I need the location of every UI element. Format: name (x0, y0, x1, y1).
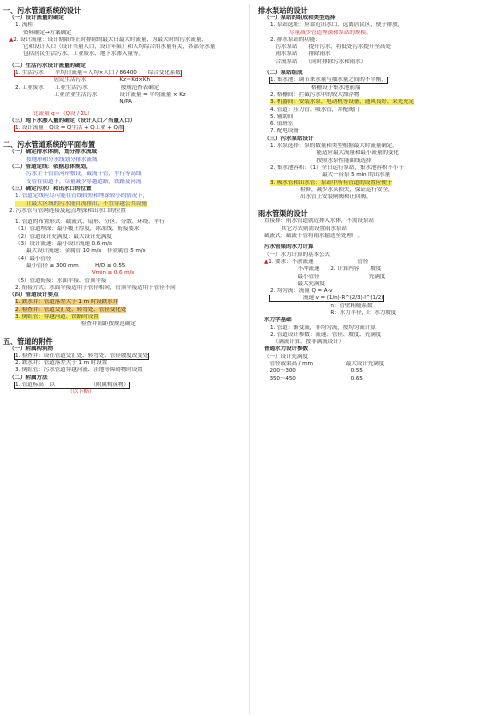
right-line-45: 管径或渠高 / mm 最大设计充满度 (264, 361, 385, 368)
left-line-26: （1）管道埋深：最小覆土厚度，冰冻线，衔接要求 (15, 226, 140, 233)
right-line-06: 雨水泵站 排除雨水 (270, 51, 331, 58)
left-line-14: （三）地下水渗入量的确定（设计人口／当量人口） (9, 117, 136, 124)
right-line-19: 能适应最大流量和最小流量的变化 (278, 150, 399, 157)
right-line-18: 1. 水泵选择：泵的数量和类型根据最大时流量确定， (270, 143, 398, 150)
left-line-30: （4）最小管径 (15, 255, 52, 262)
left-line-31: 最小管径 ≥ 300 mm H/D ≤ 0.55 (15, 262, 126, 269)
right-line-17: （三）污水泵站设计 (264, 135, 314, 142)
left-section-5: 五、管道的附件 (3, 336, 53, 346)
left-line-44: （二）附属方法 (9, 374, 48, 381)
left-line-39: 检查井间距按规范确定 (15, 321, 136, 328)
right-line-36 (258, 295, 496, 302)
right-title: 排水泵站的设计 (258, 6, 308, 15)
left-line-25: 1. 管道的布置形式：截流式、扇形、分区、分散、环绕、平行 (15, 219, 165, 226)
right-line-47: 350～450 0.65 (264, 375, 363, 382)
right-line-42: （满流计算，按非满流设计） (270, 339, 345, 346)
right-line-15: 6. 值班室 (270, 121, 294, 128)
right-line-37: n：管壁粗糙系数 (270, 302, 373, 309)
right-line-35: 2. 均匀流：流量 Q = A·v (270, 288, 333, 295)
left-line-46: （以下略） (15, 389, 95, 396)
right-line-31 (258, 259, 496, 266)
left-line-04-text: 2. 设计流量：设计期限终止时排除的最大日最大时流量，为最大时的污水流量， (13, 36, 207, 43)
right-line-25: 出水管上安装闸阀和止回阀。 (278, 194, 372, 201)
red-triangle-icon-right: ▲ (264, 258, 269, 265)
left-line-05: 它和设计人口（设计当量人口，设计年限）和人均综合用水量有关，各部分水量 (23, 44, 216, 51)
left-line-15-text: 1. 设计流量 Q设 = Q生活 + Q工业 + Q渗 (15, 125, 124, 132)
left-line-17: 按地形和分水线划分排水流域 (15, 156, 98, 163)
left-line-45-text: 1. 管道标高 以 （附属构筑物） (15, 382, 129, 389)
left-line-40: （一）附属构筑物 (9, 345, 53, 352)
right-line-28: 截流式：截流干管将雨水输送至处理厂。 (264, 233, 363, 240)
left-title: 一、污水管道系统的设计 (3, 6, 81, 15)
left-line-35: （四）管道设计要点 (9, 292, 59, 299)
left-line-02: 1. 流程 (15, 22, 33, 29)
left-line-27: （2）管道设计充满度：最大设计充满度 (15, 233, 112, 240)
right-line-34: 最大充满度 (270, 280, 325, 287)
right-line-09 (258, 77, 496, 84)
left-line-15 (3, 125, 241, 132)
right-column (258, 6, 496, 712)
right-line-29: 污水管渠的水力计算 (264, 244, 314, 251)
right-line-08: （二）泵站组成 (264, 70, 303, 77)
left-line-16: （一）确定排水体制，划分排水流域 (9, 149, 97, 156)
right-line-12-text: 3. 机器间：安装水泵、电动机等设备，通风良好、采光充足 (270, 99, 415, 106)
left-line-06: 包括居民生活污水、工业废水、地下水渗入量等。 (23, 51, 144, 58)
right-line-46: 200～300 0.55 (264, 368, 363, 375)
left-line-33: （5）管道衔接：水面平接、管顶平接 (15, 277, 107, 284)
left-line-34: 2. 衔接方式：水面平接适用于管径相同，管顶平接适用于管径不同 (15, 284, 176, 291)
left-column (3, 6, 241, 712)
right-line-27: 其它方式则需设置雨水泵站 (270, 225, 347, 232)
left-line-13: 比流量 q＝（Q设 / ΣL） (33, 110, 93, 117)
right-line-16: 7. 配电设备 (270, 128, 299, 135)
left-line-03: 资料确定→方案确定 (23, 29, 72, 36)
right-line-07: 合流泵站 （同时排除污水和雨水） (270, 58, 367, 65)
right-line-20: 按照水泵性能曲线选择 (278, 157, 372, 164)
right-line-13: 4. 管道：压力管、吸水管，并配阀门 (270, 106, 360, 113)
left-line-36-text: 1. 跌水井：管道落差大于 1 m 时设跌水井 (15, 299, 119, 306)
left-line-42: 2. 跌水井：管道落差大于 1 m 时设置 (15, 360, 108, 367)
right-line-04: 2. 排水泵站的功能： (270, 36, 321, 43)
left-line-32: Vmin ≥ 0.6 m/s (15, 270, 135, 277)
right-line-14: 5. 辅助间 (270, 113, 294, 120)
column-divider (249, 4, 250, 714)
right-section-2: 雨水管渠的设计 (258, 209, 308, 219)
right-line-32: 不冲流速 2. 计算内容 坡度 (270, 266, 382, 273)
left-line-21: （三）确定污水厂和出水口的位置 (9, 185, 92, 192)
left-line-08-text: 1. 生活污水 平均日流量＝人均×人口 / 86400 综合变化系数 (15, 70, 181, 77)
right-line-21: 2. 集水池容积：（1）全日运行泵站，集水池容积不小于 (270, 164, 404, 171)
right-line-44: （一）设计充满度 (264, 353, 308, 360)
left-line-04 (3, 37, 241, 44)
left-line-41 (3, 353, 241, 360)
left-line-23-text: 让最大区域的污水能自流排出，不宜穿越公共设施 (15, 200, 147, 207)
right-line-22: 最大一台泵 5 min 的出水量 (278, 172, 391, 179)
left-line-45 (3, 382, 241, 389)
left-line-41-text: 1. 检查井：设在管道交汇处、转弯处、管径坡度改变处 (15, 352, 149, 359)
left-line-38 (3, 314, 241, 321)
right-line-30: （一）水力计算的基本公式 (264, 251, 330, 258)
red-triangle-icon: ▲ (9, 36, 14, 43)
left-line-20: 支管在街道下，尽量减少穿越道路，铁路及河流 (15, 178, 142, 185)
right-line-36-text: 流速 v = (1/n)·R^(2/3)·I^(1/2) (270, 295, 384, 302)
left-line-10: 2. 工业废水 工业生活污水 按规范查表确定 (15, 84, 160, 91)
right-line-33: 最小管径 充满度 (270, 273, 386, 280)
right-line-02: 1. 泵站选址：应靠近出水口，远离居民区，便于排放， (270, 22, 404, 29)
left-line-29: 最大设计流速：金属管 10 m/s 非金属管 5 m/s (15, 248, 146, 255)
left-line-22: 1. 管道定线应尽可能在管线较短和埋深较小的情况下， (15, 193, 149, 200)
right-line-23-text: 3. 吸水管和出水管：泵站中所有管道的设置应便于 (270, 179, 393, 186)
left-line-23 (3, 201, 241, 208)
left-line-12: N/PA (15, 99, 132, 106)
left-line-37-text: 2. 检查井：管道交汇处、转弯处、管径变化处 (15, 306, 127, 313)
right-line-39: 水力学基础 (264, 317, 292, 324)
right-line-03: 尽量减少管道埋深和泵站的规模。 (278, 29, 372, 36)
left-line-38-text: 3. 倒虹管：穿越河道、铁路时设置 (15, 313, 99, 320)
left-line-01: （一）设计流量的确定 (9, 15, 64, 21)
left-line-37 (3, 307, 241, 314)
right-line-43: 普通水力设计参数 (264, 346, 308, 353)
left-section-2: 二、污水管道系统的平面布置 (3, 140, 96, 150)
right-line-24: 检修，减少水头损失，保证运行安全， (278, 186, 394, 193)
right-line-01: （一）泵站的组成和类型选择 (264, 15, 336, 21)
right-line-38: R：水力半径，I：水力坡度 (270, 309, 397, 316)
left-line-24: 2. 污水管与管网连接及起点埋深和出水口的位置 (9, 207, 126, 214)
left-line-09: 居民生活污水 Kz＝Kd×Kh (15, 77, 150, 84)
left-line-11: 工业企业生活污水 设计流量 = 平均流量 × Kz (15, 91, 186, 98)
right-line-09-text: 1. 集水池：调节来水量与抽水量之间的不平衡， (270, 77, 387, 84)
left-line-07: （二）生活污水设计流量的确定 (9, 62, 86, 69)
left-line-18: （二）管道定线：依据总体规划， (9, 164, 92, 171)
right-line-26: 直接排：雨水管道就近排入水体，不需设泵站 (264, 218, 374, 225)
left-line-08 (3, 70, 241, 77)
right-line-31-text: 1. 要求：不淤流速 管径 (268, 258, 369, 265)
right-line-40: 1. 管道：渐变流，非均匀流，按均匀流计算 (270, 324, 376, 331)
right-line-05: 污水泵站 提升污水，将低处污水提升至高处 (270, 44, 391, 51)
left-line-43: 3. 倒虹管：污水管道穿越河流、洼地等障碍物时设置 (15, 367, 143, 374)
right-line-41: 2. 管道设计参数：流速、管径、坡度、充满度 (270, 331, 382, 338)
left-line-19: 污水主干管沿河岸敷设，截流干管，平行等高线 (15, 171, 142, 178)
left-line-28: （3）设计流速：最小设计流速 0.6 m/s (15, 241, 112, 248)
right-line-12 (258, 99, 496, 106)
left-line-36 (3, 299, 241, 306)
right-line-11: 2. 格栅间：拦截污水中的较大漂浮物 (270, 91, 360, 98)
right-line-23 (258, 180, 496, 187)
right-line-10: 格栅设于集水池前端 (278, 84, 361, 91)
